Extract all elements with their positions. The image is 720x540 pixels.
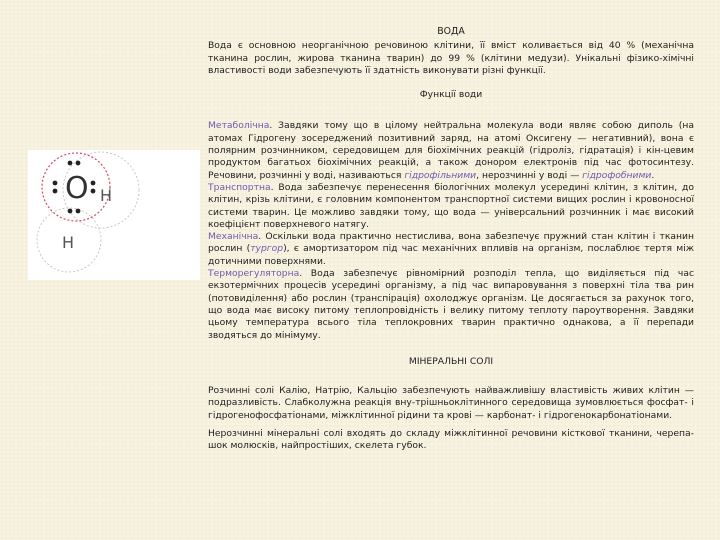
electron-dot [68,161,73,166]
electron-dot [91,181,96,186]
metabolic-paragraph [208,120,694,181]
hydrophobic-term: гідрофобними [582,169,652,181]
transport-term: Транспортна [208,181,271,193]
mechanical-text-1: . Оскільки вода практично нестислива, вона забезпечує пружний стан клітин і тканин рослин ( [208,231,694,255]
thermo-text: . Вода забезпечує рівномірний розподіл тепла, що виділяється під час екзотермічних процесів усередині організму, а під час випаровування з поверхні тіла тва рин (потовиділення) або рослин (транспірація) охолоджує організм. Це досягається за рахунок того, що вода має високу питому теплопровідність і велику питому теплоту пароутворення. Завдяки цьому температура всього тіла теплокровних тварин практично однакова, а її перепади зводяться до мінімуму. [208,268,694,341]
electron-dot [76,161,81,166]
electron-dot [68,209,73,214]
thermo-paragraph [208,268,694,342]
electron-dot [76,209,81,214]
mechanical-term: Механічна [208,231,259,243]
turgor-term: тургор [250,243,284,255]
electron-dot [53,189,58,194]
thermo-term: Терморегуляторна [208,268,300,280]
document-body [208,26,694,453]
metabolic-term: Метаболічна [208,120,270,132]
hydrogen-right-symbol: H [100,186,113,205]
minerals-paragraph-2: Нерозчинні мінеральні солі входять до складу міжклітинної речовини кісткової тканини, черепа-шок молюсків, найпростіших, скелета губок. [208,428,694,452]
hydrophilic-term: гідрофільними [404,169,477,181]
intro-paragraph: Вода є основною неорганічною речовиною клітини, її вміст коливається від 40 % (механічна тканина рослин, жирова тканина тварин) до 99 % (клітини медузи). Унікальні фізико-хімічні властивості води забезпечують її здатність виконувати різні функції. [208,40,694,76]
mechanical-text-2: ), є амортизатором під час механічних впливів на організм, послаблює тертя між дотичними поверхнями. [208,243,695,267]
metabolic-text-1: . Завдяки тому що в цілому нейтральна молекула води являє собою диполь (на атомах Гідрогену зосереджений позитивний заряд, на атомі Оксигену — негативний), вона є полярним розчинником, середовищем для біохімічних реакцій (гідроліз, гідратація) і кін-цевим продуктом багатьох біохімічних реакцій, а також донором електронів під час фотосинтезу. Речовини, розчинні у воді, називаються [208,120,694,181]
page-title: ВОДА [437,26,465,37]
minerals-paragraph-1: Розчинні солі Калію, Натрію, Кальцію забезпечують найважливішу властивість живих клітин — подразливість. Слабколужна реакція вну-трішньоклітинного середовища зумовлюється фосфат- і гідрогенофосфатіонами, міжклітинної рідини та крові — карбонат- і гідрогенокарбонатіонами. [208,385,694,421]
transport-paragraph [208,182,694,231]
electron-dot [53,181,58,186]
hydrogen-bottom-symbol: H [62,233,75,252]
functions-heading: Функції води [419,89,483,101]
mechanical-paragraph [208,231,694,268]
metabolic-text-3: . [651,169,655,181]
oxygen-symbol: O [65,171,89,206]
minerals-heading: МІНЕРАЛЬНІ СОЛІ [408,355,494,367]
diagram-background [28,150,200,280]
transport-text: . Вода забезпечує перенесення біологічних молекул усередині клітин, з клітин, до клітин, крізь клітини, є головним компонентом транспортної системи вищих рослин і кровоносної системи тварин. Це можливо завдяки тому, що вода — універсальний розчинник і має високий коефіцієнт поверхневого натягу. [208,181,694,230]
electron-dot [91,189,96,194]
water-molecule-diagram [28,150,200,280]
metabolic-text-2: , нерозчинні у воді — [476,169,583,181]
